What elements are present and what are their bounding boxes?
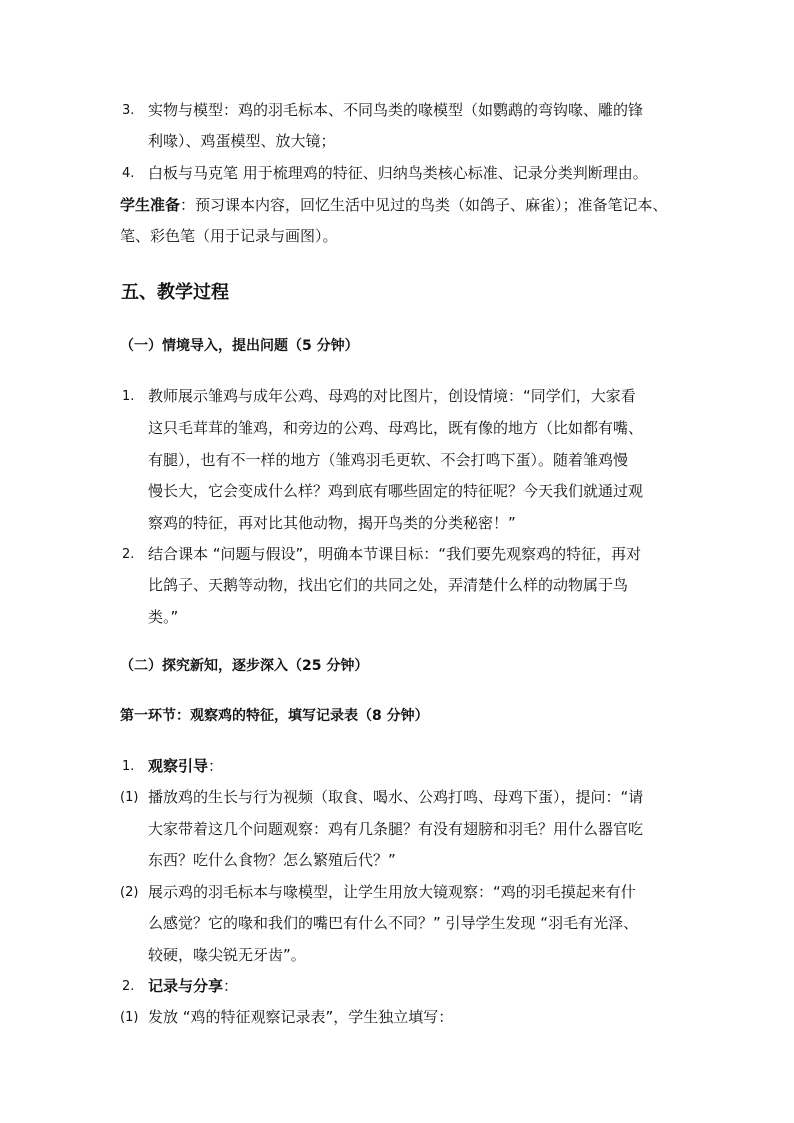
obs-sub2-line: 较硬，喙尖锐无牙齿”。 [148, 946, 306, 964]
rec-label: 记录与分享 [148, 977, 224, 995]
part1-item2-line: 结合课本 “问题与假设”，明确本节课目标：“我们要先观察鸡的特征，再对 [148, 545, 642, 563]
part1-item1-line: 这只毛茸茸的雏鸡，和旁边的公鸡、母鸡比，既有像的地方（比如都有嘴、 [148, 419, 644, 437]
rec-colon: ： [223, 977, 239, 995]
list-number: 3. [122, 103, 135, 118]
part1-item1-line: 教师展示雏鸡与成年公鸡、母鸡的对比图片，创设情境：“同学们，大家看 [148, 387, 636, 405]
sub-list-number: (1) [120, 1010, 139, 1025]
part1-item2-line: 类。” [148, 608, 179, 626]
list-number: 1. [122, 759, 135, 774]
section-title: 五、教学过程 [121, 282, 229, 303]
student-prep-text: ：预习课本内容，回忆生活中见过的鸟类（如鸽子、麻雀）；准备笔记本、 [180, 196, 668, 214]
obs-label-line [148, 756, 223, 776]
obs-label: 观察引导 [148, 757, 209, 775]
list-number: 2. [122, 979, 135, 994]
part2-heading: （二）探究新知，逐步深入（25 分钟） [120, 658, 369, 674]
rec-sub1-line: 发放 “鸡的特征观察记录表”，学生独立填写： [148, 1008, 454, 1026]
part1-item1-line: 有腿），也有不一样的地方（雏鸡羽毛更软、不会打鸣下蛋）。随着雏鸡慢 [148, 451, 629, 469]
student-prep-line2: 笔、彩色笔（用于记录与画图）。 [120, 227, 338, 245]
obs-sub1-line: 东西？吃什么食物？怎么繁殖后代？” [148, 851, 396, 869]
list-number: 4. [122, 166, 135, 181]
sub-list-number: (2) [120, 885, 139, 900]
list-number: 2. [122, 547, 135, 562]
student-prep-label: 学生准备 [120, 196, 181, 214]
sub-list-number: (1) [120, 790, 139, 805]
obs-colon: ： [208, 757, 224, 775]
step1-heading: 第一环节：观察鸡的特征，填写记录表（8 分钟） [120, 708, 429, 724]
part1-item2-line: 比鸽子、天鹅等动物，找出它们的共同之处，弄清楚什么样的动物属于鸟 [148, 576, 629, 594]
obs-sub1-line: 大家带着这几个问题观察：鸡有几条腿？有没有翅膀和羽毛？用什么器官吃 [148, 820, 644, 838]
obs-sub2-line: 么感觉？它的喙和我们的嘴巴有什么不同？” 引导学生发现 “羽毛有光泽、 [148, 914, 639, 932]
obs-sub2-line: 展示鸡的羽毛标本与喙模型，让学生用放大镜观察：“鸡的羽毛摸起来有什 [148, 883, 636, 901]
materials-item4-line1: 白板与马克笔 用于梳理鸡的特征、归纳鸟类核心标准、记录分类判断理由。 [148, 164, 648, 182]
list-number: 1. [122, 389, 135, 404]
obs-sub1-line: 播放鸡的生长与行为视频（取食、喝水、公鸡打鸣、母鸡下蛋），提问：“请 [148, 788, 644, 806]
part1-item1-line: 察鸡的特征，再对比其他动物，揭开鸟类的分类秘密！” [148, 514, 516, 532]
part1-item1-line: 慢长大，它会变成什么样？鸡到底有哪些固定的特征呢？今天我们就通过观 [148, 482, 644, 500]
part1-heading: （一）情境导入，提出问题（5 分钟） [120, 338, 359, 354]
rec-label-line [148, 976, 238, 996]
materials-item3-line1: 实物与模型：鸡的羽毛标本、不同鸟类的喙模型（如鹦鹉的弯钩喙、雕的锋 [148, 101, 644, 119]
student-prep-paragraph [120, 195, 668, 215]
materials-item3-line2: 利喙）、鸡蛋模型、放大镜； [148, 132, 336, 150]
